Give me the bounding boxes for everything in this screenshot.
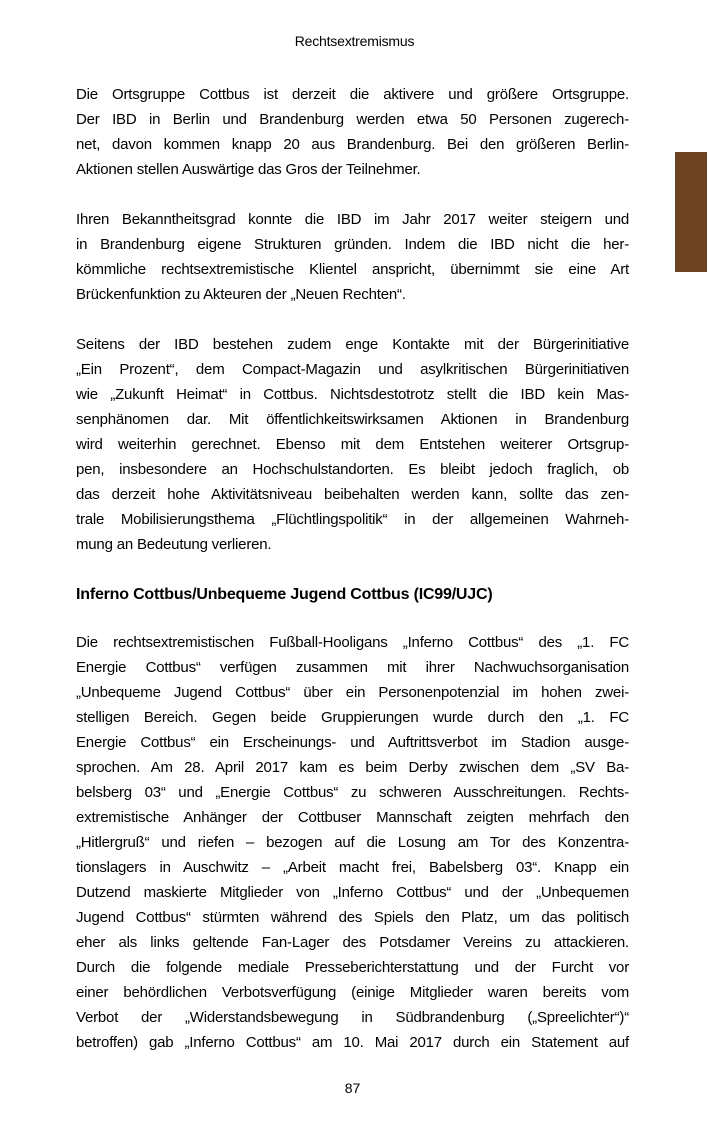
text-line: belsberg 03“ und „Energie Cottbus“ zu schweren Ausschreitungen. Rechts- [76, 784, 629, 801]
text-line: trale Mobilisierungsthema „Flüchtlingspolitik“ in der allgemeinen Wahrneh- [76, 511, 629, 528]
text-line: tionslagers in Auschwitz – „Arbeit macht frei, Babelsberg 03“. Knapp ein [76, 859, 629, 876]
text-line: kömmliche rechtsextremistische Klientel anspricht, übernimmt sie eine Art [76, 261, 629, 278]
text-line: Brückenfunktion zu Akteuren der „Neuen Rechten“. [76, 286, 406, 303]
text-line: sprochen. Am 28. April 2017 kam es beim Derby zwischen dem „SV Ba- [76, 759, 629, 776]
chapter-edge-tab [675, 152, 707, 272]
page-number: 87 [344, 1080, 361, 1096]
text-line: „Ein Prozent“, dem Compact-Magazin und asylkritischen Bürgerinitiativen [76, 361, 629, 378]
running-header: Rechtsextremismus [294, 33, 415, 49]
text-line: wird weiterhin gerechnet. Ebenso mit dem Entstehen weiterer Ortsgrup- [76, 436, 629, 453]
text-line: Seitens der IBD bestehen zudem enge Kontakte mit der Bürgerinitiative [76, 336, 629, 353]
text-line: stelligen Bereich. Gegen beide Gruppierungen wurde durch den „1. FC [76, 709, 629, 726]
text-line: pen, insbesondere an Hochschulstandorten. Es bleibt jedoch fraglich, ob [76, 461, 629, 478]
text-line: Energie Cottbus“ verfügen zusammen mit ihrer Nachwuchsorganisation [76, 659, 629, 676]
text-line: wie „Zukunft Heimat“ in Cottbus. Nichtsdestotrotz stellt die IBD kein Mas- [76, 386, 629, 403]
text-line: in Brandenburg eigene Strukturen gründen. Indem die IBD nicht die her- [76, 236, 629, 253]
page-content [76, 82, 629, 1097]
text-line: „Unbequeme Jugend Cottbus“ über ein Personenpotenzial im hohen zwei- [76, 684, 629, 701]
text-line: Die Ortsgruppe Cottbus ist derzeit die aktivere und größere Ortsgruppe. [76, 86, 629, 103]
text-line: Dutzend maskierte Mitglieder von „Inferno Cottbus“ und der „Unbequemen [76, 884, 629, 901]
text-line: Durch die folgende mediale Presseberichterstattung und der Furcht vor [76, 959, 629, 976]
text-line: Energie Cottbus“ ein Erscheinungs- und Auftrittsverbot im Stadion ausge- [76, 734, 629, 751]
text-line: net, davon kommen knapp 20 aus Brandenburg. Bei den größeren Berlin- [76, 136, 629, 153]
paragraph-3 [76, 332, 629, 557]
text-line: Die rechtsextremistischen Fußball-Hooligans „Inferno Cottbus“ des „1. FC [76, 634, 629, 651]
text-line: extremistische Anhänger der Cottbuser Mannschaft zeigten mehrfach den [76, 809, 629, 826]
text-line: eher als links geltende Fan-Lager des Potsdamer Vereins zu attackieren. [76, 934, 629, 951]
text-line: Jugend Cottbus“ stürmten während des Spiels den Platz, um das politisch [76, 909, 629, 926]
text-line: Verbot der „Widerstandsbewegung in Südbrandenburg („Spreelichter“)“ [76, 1009, 629, 1026]
paragraph-4 [76, 630, 629, 1055]
paragraph-2 [76, 207, 629, 307]
section-heading: Inferno Cottbus/Unbequeme Jugend Cottbus (IC99/UJC) [76, 586, 493, 603]
text-line: betroffen) gab „Inferno Cottbus“ am 10. Mai 2017 durch ein Statement auf [76, 1034, 629, 1051]
text-line: Ihren Bekanntheitsgrad konnte die IBD im Jahr 2017 weiter steigern und [76, 211, 629, 228]
text-line: das derzeit hohe Aktivitätsniveau beibehalten werden kann, sollte das zen- [76, 486, 629, 503]
text-line: einer behördlichen Verbotsverfügung (einige Mitglieder waren bereits vom [76, 984, 629, 1001]
text-line: senphänomen dar. Mit öffentlichkeitswirksamen Aktionen in Brandenburg [76, 411, 629, 428]
text-line: „Hitlergruß“ und riefen – bezogen auf die Losung am Tor des Konzentra- [76, 834, 629, 851]
paragraph-1 [76, 82, 629, 182]
text-line: mung an Bedeutung verlieren. [76, 536, 272, 553]
text-line: Der IBD in Berlin und Brandenburg werden etwa 50 Personen zugerech- [76, 111, 629, 128]
text-line: Aktionen stellen Auswärtige das Gros der Teilnehmer. [76, 161, 421, 178]
